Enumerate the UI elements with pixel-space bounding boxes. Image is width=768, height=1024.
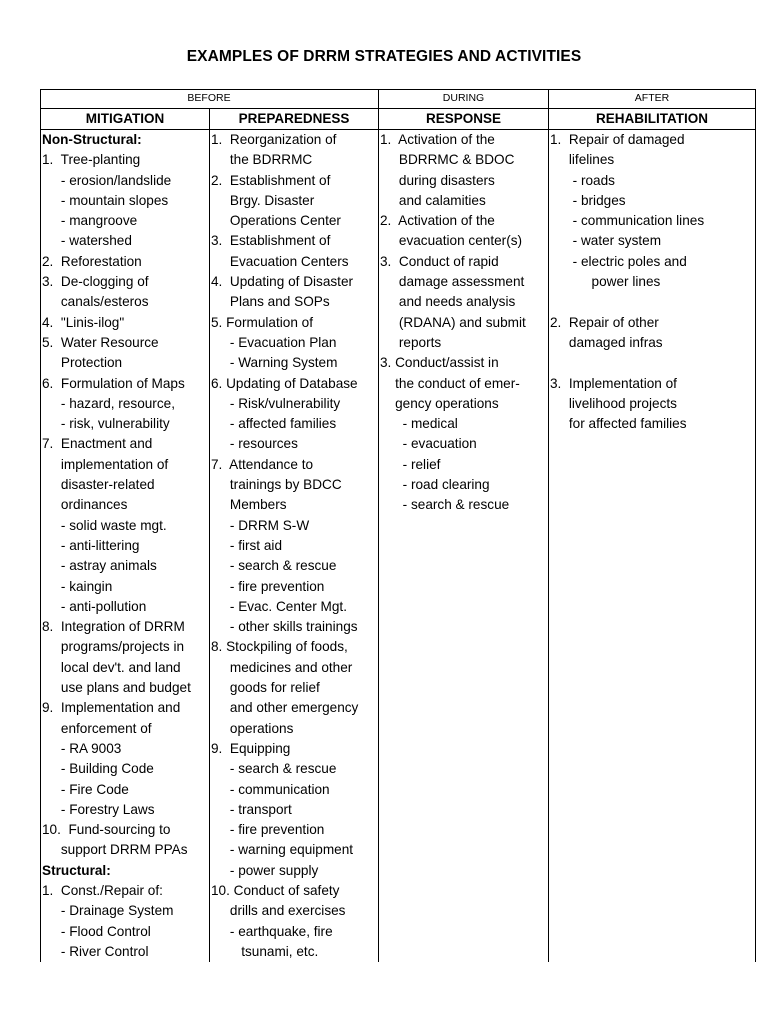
preparedness-line: - earthquake, fire (211, 923, 333, 939)
preparedness-line: - search & rescue (211, 558, 337, 574)
preparedness-line: - Risk/vulnerability (211, 395, 341, 411)
header-mitigation: MITIGATION (85, 111, 165, 126)
preparedness-line: - other skills trainings (211, 619, 358, 635)
header-response: RESPONSE (425, 111, 502, 126)
mitigation-line: 9. Implementation and (42, 700, 181, 716)
preparedness-line: 6. Updating of Database (211, 375, 358, 391)
preparedness-line: - fire prevention (211, 578, 325, 594)
preparedness-column (211, 130, 377, 962)
mitigation-line: 5. Water Resource (42, 334, 159, 350)
preparedness-line: goods for relief (211, 680, 320, 696)
mitigation-line: support DRRM PPAs (42, 842, 188, 858)
rehabilitation-line: - water system (550, 233, 662, 249)
header-preparedness: PREPAREDNESS (238, 111, 350, 126)
preparedness-line: medicines and other (211, 659, 353, 675)
mitigation-line: - Building Code (42, 761, 154, 777)
mitigation-line: - anti-pollution (42, 598, 147, 614)
rehabilitation-line: damaged infras (550, 334, 663, 350)
response-line: and calamities (380, 192, 486, 208)
preparedness-line: - affected families (211, 416, 337, 432)
response-line: - road clearing (380, 477, 490, 493)
document-title: EXAMPLES OF DRRM STRATEGIES AND ACTIVITIES (186, 48, 582, 65)
mitigation-line: 6. Formulation of Maps (42, 375, 185, 391)
mitigation-line: - mangroove (42, 213, 138, 229)
rehabilitation-line: - bridges (550, 192, 626, 208)
preparedness-line: Members (211, 497, 287, 513)
preparedness-line: - DRRM S-W (211, 517, 310, 533)
mitigation-line: 4. "Linis-ilog" (42, 314, 125, 330)
mitigation-line: - Flood Control (42, 923, 151, 939)
preparedness-line: - communication (211, 781, 330, 797)
mitigation-line: enforcement of (42, 720, 152, 736)
rehabilitation-line: power lines (550, 274, 661, 290)
response-line: damage assessment (380, 274, 525, 290)
mitigation-line: local dev't. and land (42, 659, 181, 675)
preparedness-line: tsunami, etc. (211, 943, 319, 959)
phase-after: AFTER (634, 92, 670, 104)
mitigation-line: - erosion/landslide (42, 172, 172, 188)
preparedness-line: the BDRRMC (211, 152, 313, 168)
response-line: - medical (380, 416, 458, 432)
divider-before-during (378, 89, 379, 962)
rehabilitation-line: 1. Repair of damaged (550, 132, 685, 147)
preparedness-line: 3. Establishment of (211, 233, 331, 249)
preparedness-line: 10. Conduct of safety (211, 882, 340, 898)
phase-during: DURING (442, 92, 485, 104)
mitigation-line: - Forestry Laws (42, 801, 155, 817)
mitigation-line: - mountain slopes (42, 192, 169, 208)
mitigation-line: use plans and budget (42, 680, 191, 696)
mitigation-column (42, 130, 208, 962)
preparedness-line: 2. Establishment of (211, 172, 331, 188)
preparedness-line: - transport (211, 801, 292, 817)
preparedness-line: Operations Center (211, 213, 341, 229)
mitigation-line: programs/projects in (42, 639, 185, 655)
response-line: 2. Activation of the (380, 213, 495, 229)
response-line: 1. Activation of the (380, 132, 495, 147)
preparedness-line: operations (211, 720, 294, 736)
preparedness-line: Brgy. Disaster (211, 192, 315, 208)
mitigation-line: - Drainage System (42, 903, 174, 919)
mitigation-line: 8. Integration of DRRM (42, 619, 185, 635)
rehabilitation-line: lifelines (550, 152, 615, 168)
mitigation-line: implementation of (42, 456, 169, 472)
response-line: 3. Conduct of rapid (380, 253, 499, 269)
mitigation-line: - hazard, resource, (42, 395, 175, 411)
preparedness-line: 8. Stockpiling of foods, (211, 639, 348, 655)
preparedness-line: drills and exercises (211, 903, 346, 919)
mitigation-line: - River Control (42, 943, 149, 959)
mitigation-line: - RA 9003 (42, 740, 122, 756)
preparedness-line: 4. Updating of Disaster (211, 274, 354, 290)
response-line: - evacuation (380, 436, 477, 452)
mitigation-line: - anti-littering (42, 537, 140, 553)
response-line: 3. Conduct/assist in (380, 355, 499, 371)
phase-before: BEFORE (187, 92, 231, 104)
response-line: gency operations (380, 395, 499, 411)
mitigation-line: Structural: (42, 862, 111, 878)
preparedness-line: - Evac. Center Mgt. (211, 598, 347, 614)
response-line: - relief (380, 456, 441, 472)
mitigation-line: - solid waste mgt. (42, 517, 167, 533)
response-line: - search & rescue (380, 497, 510, 513)
preparedness-line: Evacuation Centers (211, 253, 349, 269)
mitigation-line: Non-Structural: (42, 132, 142, 147)
rehabilitation-line: - communication lines (550, 213, 705, 229)
mitigation-line: ordinances (42, 497, 128, 513)
mitigation-line: - Fire Code (42, 781, 129, 797)
rehabilitation-line: for affected families (550, 416, 687, 432)
preparedness-line: - search & rescue (211, 761, 337, 777)
rehabilitation-line (550, 292, 754, 312)
preparedness-line: - warning equipment (211, 842, 354, 858)
preparedness-line: - first aid (211, 537, 283, 553)
divider-mitigation-preparedness (209, 108, 210, 962)
preparedness-line: 9. Equipping (211, 740, 291, 756)
mitigation-line: 3. De-clogging of (42, 274, 149, 290)
mitigation-line: Protection (42, 355, 123, 371)
divider-during-after (548, 89, 549, 962)
mitigation-line: 10. Fund-sourcing to (42, 822, 171, 838)
preparedness-line: 7. Attendance to (211, 456, 314, 472)
mitigation-line: - watershed (42, 233, 132, 249)
preparedness-line: 1. Reorganization of (211, 132, 337, 147)
mitigation-line: - risk, vulnerability (42, 416, 170, 432)
response-line: BDRRMC & BDOC (380, 152, 515, 168)
mitigation-line: 1. Tree-planting (42, 152, 141, 168)
preparedness-line: - resources (211, 436, 298, 452)
rehabilitation-line (550, 353, 754, 373)
response-line: the conduct of emer- (380, 375, 520, 391)
preparedness-line: - power supply (211, 862, 319, 878)
preparedness-line: trainings by BDCC (211, 477, 342, 493)
preparedness-line: 5. Formulation of (211, 314, 313, 330)
mitigation-line: 2. Reforestation (42, 253, 142, 269)
rehabilitation-line: 3. Implementation of (550, 375, 677, 391)
mitigation-line: canals/esteros (42, 294, 149, 310)
mitigation-line: - astray animals (42, 558, 157, 574)
mitigation-line: disaster-related (42, 477, 155, 493)
mitigation-line: 1. Const./Repair of: (42, 882, 163, 898)
rehabilitation-column (550, 130, 754, 434)
header-rehabilitation: REHABILITATION (596, 111, 708, 126)
preparedness-line: Plans and SOPs (211, 294, 330, 310)
response-line: reports (380, 334, 442, 350)
mitigation-line: 7. Enactment and (42, 436, 153, 452)
response-line: during disasters (380, 172, 495, 188)
rehabilitation-line: livelihood projects (550, 395, 677, 411)
table-left-border (40, 89, 41, 962)
preparedness-line: - fire prevention (211, 822, 325, 838)
rehabilitation-line: 2. Repair of other (550, 314, 659, 330)
rehabilitation-line: - roads (550, 172, 615, 188)
response-line: (RDANA) and submit (380, 314, 526, 330)
preparedness-line: - Evacuation Plan (211, 334, 337, 350)
preparedness-line: - Warning System (211, 355, 338, 371)
preparedness-line: and other emergency (211, 700, 359, 716)
response-line: and needs analysis (380, 294, 516, 310)
rehabilitation-line: - electric poles and (550, 253, 687, 269)
response-line: evacuation center(s) (380, 233, 523, 249)
table-right-border (755, 89, 756, 962)
response-column (380, 130, 547, 516)
mitigation-line: - kaingin (42, 578, 113, 594)
